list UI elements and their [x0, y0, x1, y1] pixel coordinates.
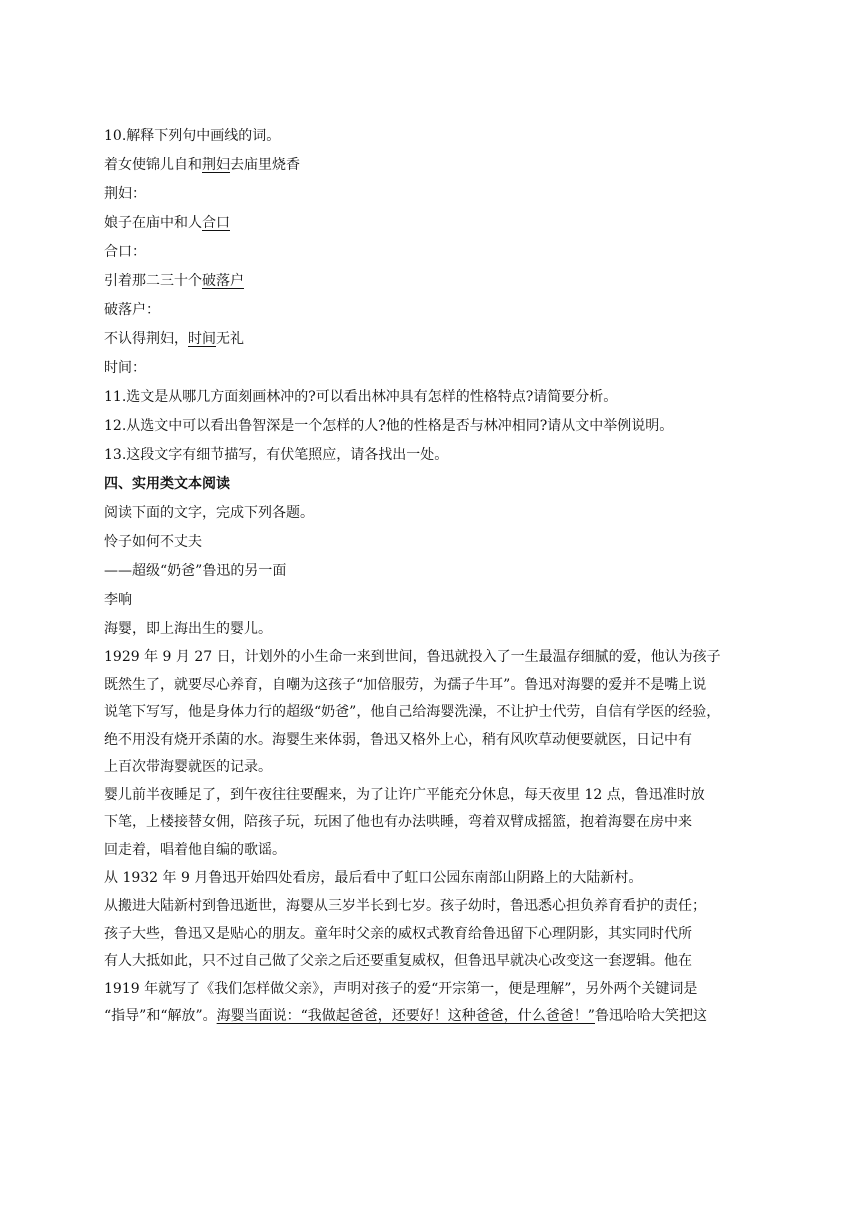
- question-12: 12.从选文中可以看出鲁智深是一个怎样的人?他的性格是否与林冲相同?请从文中举例说明。: [104, 418, 674, 434]
- question-10-sentence-2: [104, 209, 764, 238]
- paragraph-line: 上百次带海婴就医的记录。: [104, 759, 272, 775]
- answer-line-3: 破落户：: [104, 302, 160, 318]
- underlined-word: 时间: [188, 331, 216, 347]
- article-subtitle: ——超级“奶爸”鲁迅的另一面: [104, 563, 287, 579]
- paragraph-line: 孩子大些，鲁迅又是贴心的朋友。童年时父亲的威权式教育给鲁迅留下心理阴影，其实同时代所: [104, 925, 692, 942]
- paragraph-line-last: [104, 1003, 764, 1031]
- paragraph-line: 回走着，唱着他自编的歌谣。: [104, 841, 286, 858]
- sentence-text: 不认得荆妇，: [104, 331, 188, 347]
- answer-line-2: 合口：: [104, 244, 146, 260]
- question-13: 13.这段文字有细节描写，有伏笔照应，请各找出一处。: [104, 447, 449, 463]
- article-author: 李响: [104, 592, 132, 608]
- question-10-sentence-4: [104, 325, 764, 354]
- question-10-sentence-3: [104, 267, 764, 296]
- paragraph-line: 1929 年 9 月 27 日，计划外的小生命一来到世间，鲁迅就投入了一生最温存细腻的爱，他认为孩子: [104, 649, 721, 665]
- sentence-text: 去庙里烧香: [230, 157, 300, 173]
- question-10-sentence-1: [104, 151, 764, 180]
- paragraph-5: [104, 893, 764, 1031]
- article-title: 怜子如何不丈夫: [104, 534, 202, 550]
- question-11: 11.选文是从哪几方面刻画林冲的?可以看出林冲具有怎样的性格特点?请简要分析。: [104, 389, 618, 405]
- paragraph-3: [104, 782, 764, 865]
- sentence-text: 娘子在庙中和人: [104, 215, 202, 231]
- paragraph-line: 既然生了，就要尽心养育，自嘲为这孩子“加倍服劳，为孺子牛耳”。鲁迅对海婴的爱并不是嘴上说: [104, 676, 707, 693]
- paragraph-line: 有人大抵如此，只不过自己做了父亲之后还要重复威权，但鲁迅早就决心改变这一套逻辑。他在: [104, 953, 692, 969]
- paragraph-1: 海婴，即上海出生的婴儿。: [104, 621, 272, 637]
- paragraph-line: 1919 年就写了《我们怎样做父亲》，声明对孩子的爱“开宗第一，便是理解”，另外两个关键词是: [104, 980, 698, 997]
- paragraph-4: 从 1932 年 9 月鲁迅开始四处看房，最后看中了虹口公园东南部山阴路上的大陆新村。: [104, 870, 643, 886]
- answer-line-4: 时间：: [104, 360, 146, 376]
- section-heading: 四、实用类文本阅读: [104, 476, 230, 492]
- underlined-word: 荆妇: [202, 157, 230, 173]
- paragraph-line: 说笔下写写，他是身体力行的超级“奶爸”，他自己给海婴洗澡，不让护士代劳，自信有学医的经验，: [104, 704, 721, 720]
- sentence-text: 引着那二三十个: [104, 273, 202, 289]
- reading-instruction: 阅读下面的文字，完成下列各题。: [104, 505, 314, 521]
- sentence-text: 着女使锦儿自和: [104, 157, 202, 173]
- document-page: [104, 122, 764, 1031]
- underlined-sentence: 海婴当面说：“我做起爸爸，还要好！这种爸爸，什么爸爸！”: [216, 1008, 595, 1024]
- question-10-title: 10.解释下列句中画线的词。: [104, 128, 281, 144]
- paragraph-2: [104, 644, 764, 782]
- answer-line-1: 荆妇：: [104, 186, 146, 202]
- paragraph-line: 从搬进大陆新村到鲁迅逝世，海婴从三岁半长到七岁。孩子幼时，鲁迅悉心担负养育看护的责任；: [104, 898, 706, 914]
- sentence-text: “指导”和“解放”。: [104, 1008, 217, 1024]
- sentence-text: 鲁迅哈哈大笑把这: [594, 1008, 707, 1024]
- paragraph-line: 婴儿前半夜睡足了，到午夜往往要醒来，为了让许广平能充分休息，每天夜里 12 点，鲁迅准时放: [104, 786, 705, 803]
- paragraph-line: 绝不用没有烧开杀菌的水。海婴生来体弱，鲁迅又格外上心，稍有风吹草动便要就医，日记中有: [104, 731, 692, 748]
- underlined-word: 破落户: [202, 273, 244, 289]
- underlined-word: 合口: [202, 215, 230, 231]
- sentence-text: 无礼: [216, 331, 244, 347]
- paragraph-line: 下笔，上楼接替女佣，陪孩子玩，玩困了他也有办法哄睡，弯着双臂成摇篮，抱着海婴在房中来: [104, 814, 692, 830]
